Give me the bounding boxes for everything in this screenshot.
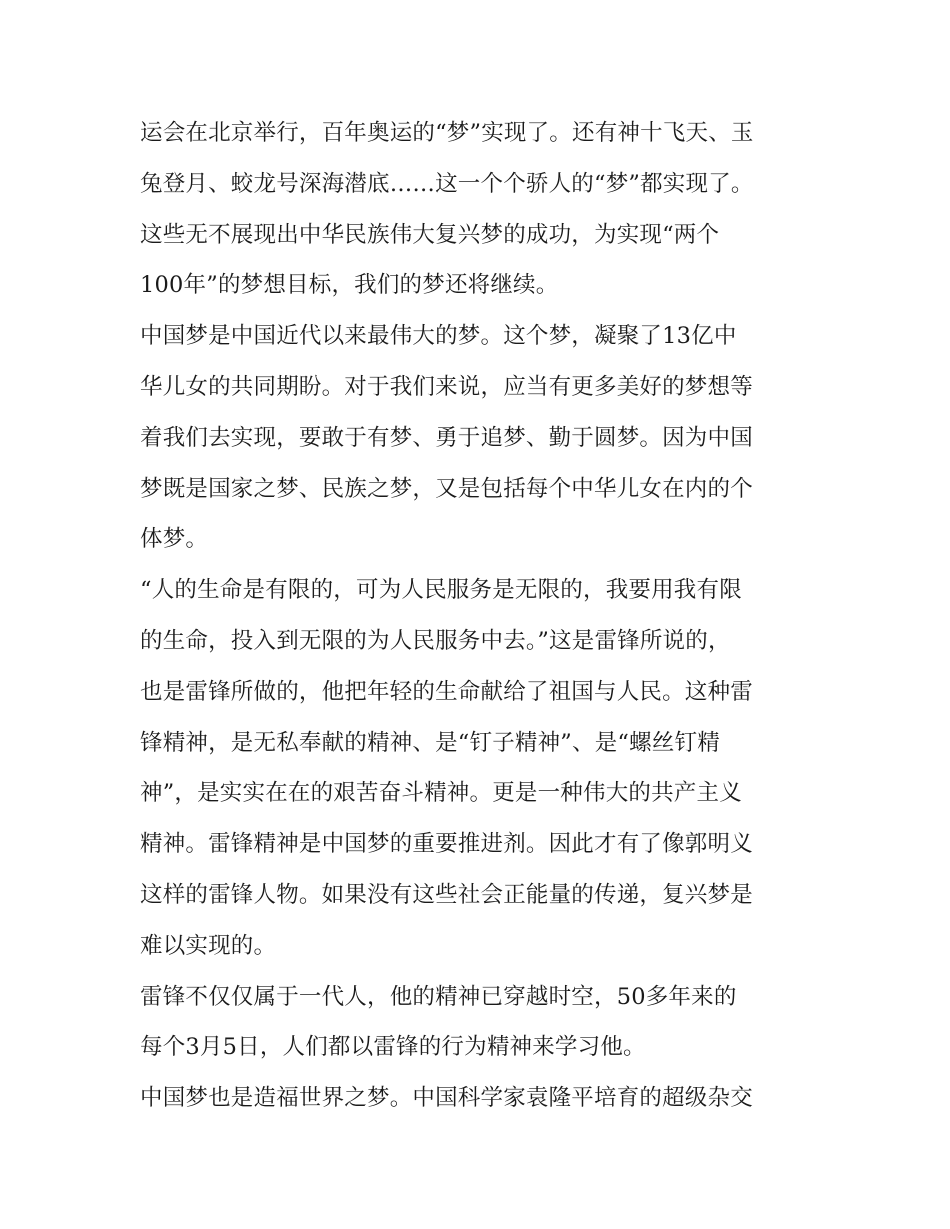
text-line: 中国梦也是造福世界之梦。中国科学家袁隆平培育的超级杂交: [140, 1085, 753, 1112]
text-line: 运会在北京举行，百年奥运的“梦”实现了。还有神十飞天、玉: [140, 120, 754, 146]
text-line: 100年”的梦想目标，我们的梦还将继续。: [140, 272, 559, 299]
text-line: 精神。雷锋精神是中国梦的重要推进剂。因此才有了像郭明义: [140, 831, 753, 858]
paragraph-china-dream: [140, 311, 812, 565]
text-line: 雷锋不仅仅属于一代人，他的精神已穿越时空，50多年来的: [140, 983, 737, 1010]
text-line: 兔登月、蛟龙号深海潜底……这一个个骄人的“梦”都实现了。: [140, 170, 754, 197]
text-line: 的生命，投入到无限的为人民服务中去。”这是雷锋所说的，: [140, 627, 731, 654]
text-line: 中国梦是中国近代以来最伟大的梦。这个梦，凝聚了13亿中: [140, 323, 737, 350]
paragraph-lei-feng-spirit: [140, 565, 812, 971]
text-line: 难以实现的。: [140, 932, 277, 959]
document-page: [140, 108, 812, 1124]
text-line: 梦既是国家之梦、民族之梦，又是包括每个中华儿女在内的个: [140, 475, 753, 502]
text-line: 锋精神，是无私奉献的精神、是“钉子精神”、是“螺丝钉精: [140, 729, 720, 756]
paragraph-world-benefit: [140, 1073, 812, 1124]
text-line: 这样的雷锋人物。如果没有这些社会正能量的传递，复兴梦是: [140, 881, 753, 908]
paragraph-lei-feng-generations: [140, 972, 812, 1074]
text-line: 神”，是实实在在的艰苦奋斗精神。更是一种伟大的共产主义: [140, 780, 742, 807]
text-line: 华儿女的共同期盼。对于我们来说，应当有更多美好的梦想等: [140, 373, 753, 400]
text-line: 每个3月5日，人们都以雷锋的行为精神来学习他。: [140, 1034, 646, 1061]
text-line: 体梦。: [140, 526, 209, 553]
paragraph-olympics-dreams: [140, 108, 812, 311]
text-line: 也是雷锋所做的，他把年轻的生命献给了祖国与人民。这种雷: [140, 678, 753, 705]
text-line: “人的生命是有限的，可为人民服务是无限的，我要用我有限: [140, 577, 742, 604]
text-line: 着我们去实现，要敢于有梦、勇于追梦、勤于圆梦。因为中国: [140, 424, 753, 451]
text-line: 这些无不展现出中华民族伟大复兴梦的成功，为实现“两个: [140, 221, 720, 248]
